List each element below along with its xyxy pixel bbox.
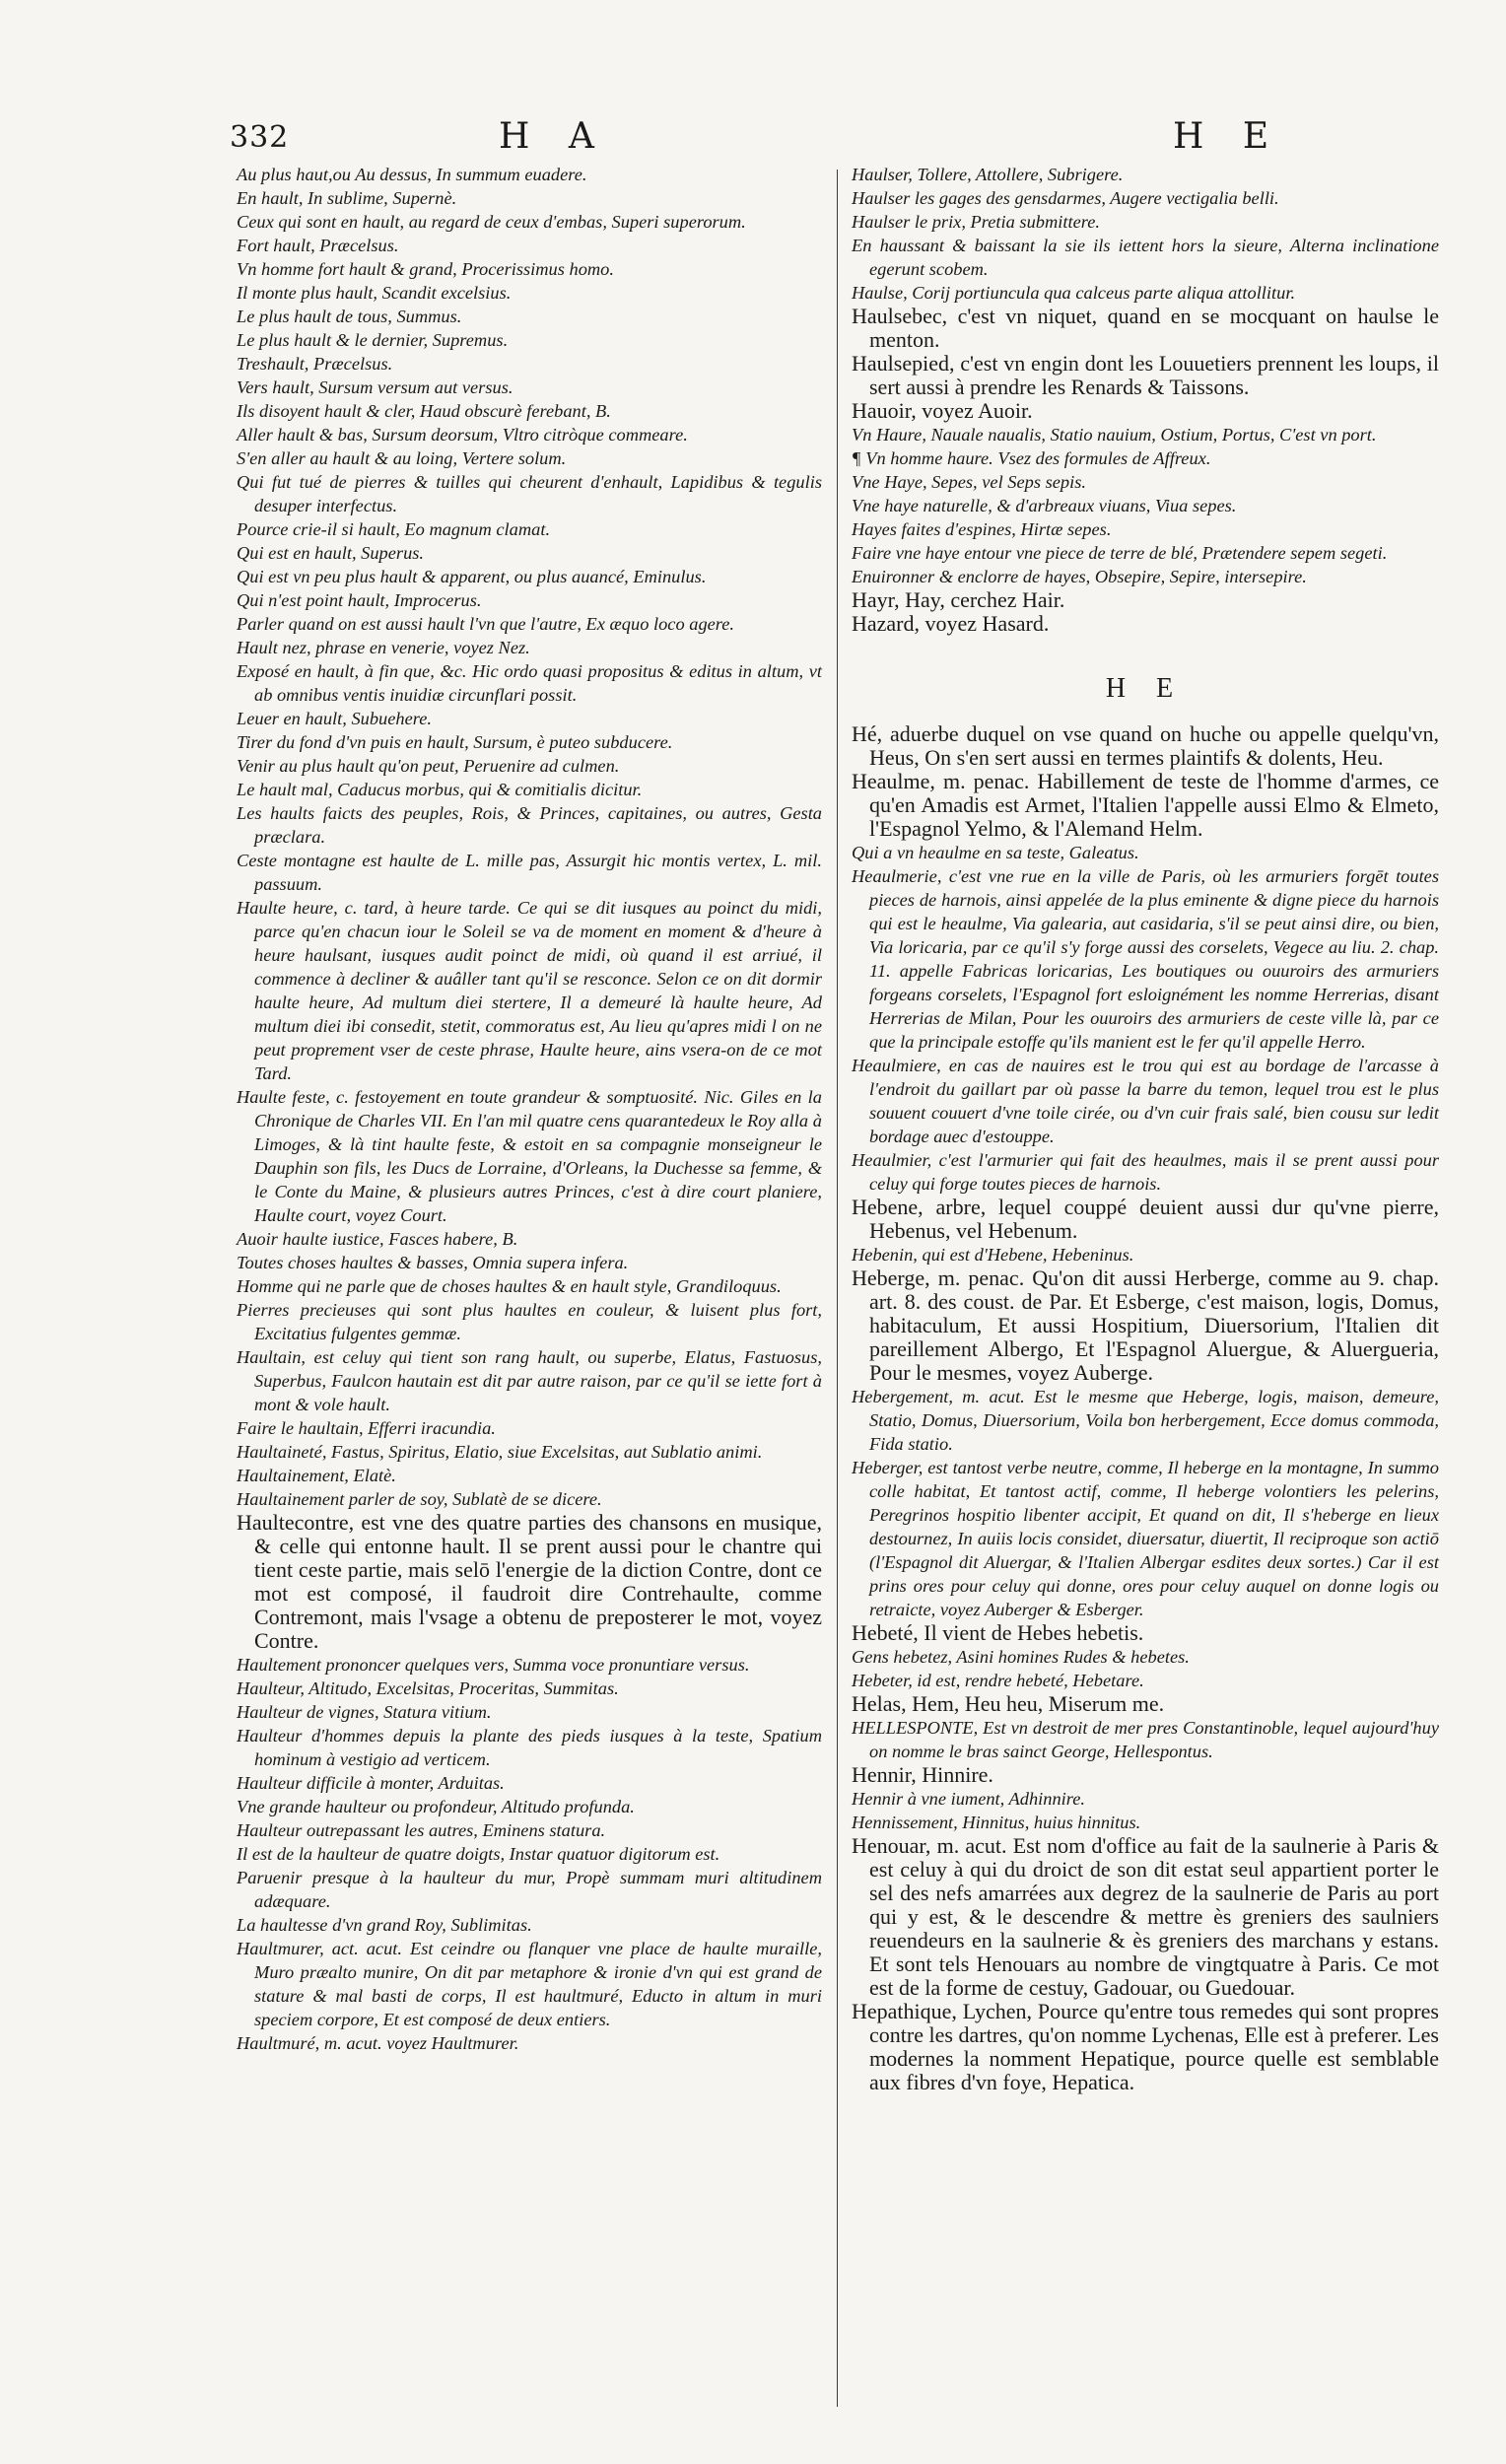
dictionary-entry: Heaulmier, c'est l'armurier qui fait des heaulmes, mais il se prent aussi pour celuy qui forge toutes pieces de harnois.	[852, 1150, 1439, 1194]
dictionary-entry: Haulteur de vignes, Statura vitium.	[237, 1702, 492, 1722]
dictionary-entry: Hebene, arbre, lequel couppé deuient aussi dur qu'vne pierre, Hebenus, vel Hebenum.	[852, 1195, 1439, 1243]
dictionary-entry: Haulsebec, c'est vn niquet, quand en se mocquant on haulse le menton.	[852, 304, 1439, 352]
dictionary-entry: En hault, In sublime, Supernè.	[237, 188, 457, 208]
dictionary-entry: Ils disoyent hault & cler, Haud obscurè ferebant, B.	[237, 401, 611, 421]
dictionary-entry: Ceste montagne est haulte de L. mille pas, Assurgit hic montis vertex, L. mil. passuum.	[237, 851, 822, 894]
right-column	[852, 163, 1439, 2094]
dictionary-entry: Hebergement, m. acut. Est le mesme que Heberge, logis, maison, demeure, Statio, Domus, Diuersorium, Voila bon herbergement, Ecce domus commoda, Fida statio.	[852, 1387, 1439, 1454]
dictionary-entry: Helas, Hem, Heu heu, Miserum me.	[852, 1691, 1165, 1716]
dictionary-entry: Haulteur outrepassant les autres, Eminens statura.	[237, 1820, 606, 1840]
dictionary-entry: Hé, aduerbe duquel on vse quand on huche ou appelle quelqu'vn, Heus, On s'en sert aussi en termes plaintifs & dolents, Heu.	[852, 721, 1439, 770]
dictionary-entry: Haulse, Corij portiuncula qua calceus parte aliqua attollitur.	[852, 283, 1296, 303]
dictionary-entry: Haultmuré, m. acut. voyez Haultmurer.	[237, 2033, 519, 2053]
dictionary-entry: Faire le haultain, Efferri iracundia.	[237, 1418, 496, 1438]
dictionary-entry: S'en aller au hault & au loing, Vertere solum.	[237, 448, 567, 468]
dictionary-entry: La haultesse d'vn grand Roy, Sublimitas.	[237, 1915, 532, 1935]
dictionary-entry: Hebenin, qui est d'Hebene, Hebeninus.	[852, 1245, 1134, 1265]
dictionary-entry: Enuironner & enclorre de hayes, Obsepire, Sepire, intersepire.	[852, 567, 1307, 586]
dictionary-entry: Qui est vn peu plus hault & apparent, ou plus auancé, Eminulus.	[237, 567, 707, 586]
dictionary-entry: Haulser, Tollere, Attollere, Subrigere.	[852, 165, 1124, 184]
dictionary-entry: Vn homme fort hault & grand, Procerissimus homo.	[237, 259, 614, 279]
dictionary-entry: Heberger, est tantost verbe neutre, comme, Il heberge en la montagne, In summo colle habitat, Et tantost actif, comme, Il heberge volontiers les pelerins, Peregrinos hospitio libenter accipit, Et quand on dit, Il s'heberge en lieux destournez, In auiis locis considet, diuersatur, diuertit, Il reciproque son actiō (l'Espagnol dit Aluergar, & l'Italien Albergar esdites deux sortes.) Car il est prins ores pour celuy qui donne, ores pour celuy auquel on donne logis ou retraicte, voyez Auberger & Esberger.	[852, 1458, 1439, 1619]
dictionary-entry: Parler quand on est aussi hault l'vn que l'autre, Ex æquo loco agere.	[237, 614, 735, 634]
section-heading: H E	[1105, 673, 1186, 704]
dictionary-entry: Haulser les gages des gensdarmes, Augere vectigalia belli.	[852, 188, 1279, 208]
dictionary-entry: Tirer du fond d'vn puis en hault, Sursum, è puteo subducere.	[237, 732, 673, 752]
dictionary-entry: Il est de la haulteur de quatre doigts, Instar quatuor digitorum est.	[237, 1844, 720, 1864]
dictionary-entry: Vn Haure, Nauale naualis, Statio nauium, Ostium, Portus, C'est vn port.	[852, 425, 1377, 445]
dictionary-entry: Qui est en hault, Superus.	[237, 543, 425, 563]
dictionary-entry: Haultecontre, est vne des quatre parties des chansons en musique, & celle qui entonne hault. Il se prent aussi pour le chantre qui tient ceste partie, mais selō l'energie de la diction Contre, dont ce mot est composé, il faudroit dire Contrehaulte, comme Contremont, mais l'vsage a obtenu de preposterer le mot, voyez Contre.	[237, 1510, 822, 1653]
right-column-bottom	[852, 722, 1439, 2094]
dictionary-entry: Les haults faicts des peuples, Rois, & Princes, capitaines, ou autres, Gesta præclara.	[237, 803, 822, 847]
running-head-right: H E	[1173, 116, 1283, 157]
dictionary-entry: Ceux qui sont en hault, au regard de ceux d'embas, Superi superorum.	[237, 212, 746, 232]
dictionary-entry: Hennir à vne iument, Adhinnire.	[852, 1789, 1085, 1809]
running-head-left: H A	[499, 116, 608, 157]
dictionary-entry: HELLESPONTE, Est vn destroit de mer pres Constantinoble, lequel aujourd'huy on nomme le bras sainct George, Hellespontus.	[852, 1718, 1439, 1761]
dictionary-entry: Le hault mal, Caducus morbus, qui & comitialis dicitur.	[237, 780, 643, 799]
dictionary-entry: Hayr, Hay, cerchez Hair.	[852, 587, 1065, 612]
dictionary-entry: Pource crie-il si hault, Eo magnum clamat.	[237, 519, 551, 539]
dictionary-entry: Hennissement, Hinnitus, huius hinnitus.	[852, 1813, 1141, 1832]
dictionary-entry: Heaulme, m. penac. Habillement de teste de l'homme d'armes, ce qu'en Amadis est Armet, l'Italien l'appelle aussi Elmo & Elmeto, l'Espagnol Yelmo, & l'Alemand Helm.	[852, 769, 1439, 841]
dictionary-entry: Hennir, Hinnire.	[852, 1762, 993, 1787]
dictionary-entry: Gens hebetez, Asini homines Rudes & hebetes.	[852, 1647, 1190, 1667]
dictionary-entry: Haulteur difficile à monter, Arduitas.	[237, 1773, 505, 1793]
dictionary-entry: Hayes faites d'espines, Hirtæ sepes.	[852, 519, 1112, 539]
dictionary-entry: Haulsepied, c'est vn engin dont les Louuetiers prennent les loups, il sert aussi à prendre les Renards & Taissons.	[852, 351, 1439, 399]
dictionary-entry: Faire vne haye entour vne piece de terre de blé, Prætendere sepem segeti.	[852, 543, 1388, 563]
dictionary-entry: Hebeter, id est, rendre hebeté, Hebetare.	[852, 1671, 1144, 1690]
dictionary-entry: Hauoir, voyez Auoir.	[852, 398, 1033, 423]
dictionary-entry: Qui n'est point hault, Improcerus.	[237, 590, 482, 610]
dictionary-entry: Aller hault & bas, Sursum deorsum, Vltro citròque commeare.	[237, 425, 688, 445]
dictionary-entry: Haulte feste, c. festoyement en toute grandeur & somptuosité. Nic. Giles en la Chronique de Charles VII. En l'an mil quatre cens quarantedeux le Roy alla à Limoges, & là tint haulte feste, & estoit en sa compagnie monseigneur le Dauphin son fils, les Ducs de Lorraine, d'Orleans, la Duchesse sa femme, & le Conte du Maine, & plusieurs autres Princes, c'est à dire court planiere, Haulte court, voyez Court.	[237, 1087, 822, 1225]
dictionary-entry: Venir au plus hault qu'on peut, Peruenire ad culmen.	[237, 756, 620, 776]
dictionary-entry: Haultainement, Elatè.	[237, 1466, 396, 1485]
dictionary-entry: Vne Haye, Sepes, vel Seps sepis.	[852, 472, 1086, 492]
dictionary-entry: Haultain, est celuy qui tient son rang hault, ou superbe, Elatus, Fastuosus, Superbus, Faulcon hautain est dit par autre raison, par ce qu'il se iette fort à mont & vole hault.	[237, 1347, 822, 1414]
dictionary-entry: Haulteur d'hommes depuis la plante des pieds iusques à la teste, Spatium hominum à vestigio ad verticem.	[237, 1726, 822, 1769]
dictionary-entry: ¶ Vn homme haure. Vsez des formules de Affreux.	[852, 448, 1211, 468]
dictionary-entry: Haultainement parler de soy, Sublatè de se dicere.	[237, 1489, 602, 1509]
dictionary-entry: Hebeté, Il vient de Hebes hebetis.	[852, 1620, 1144, 1645]
dictionary-entry: Hepathique, Lychen, Pource qu'entre tous remedes qui sont propres contre les dartres, qu'on nomme Lychenas, Elle est à preferer. Les modernes la nomment Hepatique, pource quelle est semblable aux fibres d'vn foye, Hepatica.	[852, 1999, 1439, 2094]
dictionary-entry: Haulte heure, c. tard, à heure tarde. Ce qui se dit iusques au poinct du midi, parce qu'en chacun iour le Soleil se va de moment en moment & d'heure à heure haulsant, iusques audit poinct de midi, où quand il est arriué, il commence à decliner & auâller tant qu'il se resconce. Selon ce on dit dormir haulte heure, Ad multum diei stertere, Il a demeuré là haulte heure, Ad multum diei ibi consedit, stetit, commoratus est, Au lieu qu'apres midi l on ne peut proprement vser de ceste phrase, Haulte heure, ains vsera-on de ce mot Tard.	[237, 898, 822, 1083]
dictionary-entry: Au plus haut,ou Au dessus, In summum euadere.	[237, 165, 587, 184]
dictionary-entry: Haultmurer, act. acut. Est ceindre ou flanquer vne place de haulte muraille, Muro præalto munire, On dit par metaphore & ironie d'vn qui est grand de stature & mal basti de corps, Il est haultmuré, Educto in altum in muri speciem corpore, Et est composé de deux entiers.	[237, 1939, 822, 2029]
dictionary-entry: Il monte plus hault, Scandit excelsius.	[237, 283, 512, 303]
dictionary-entry: Le plus hault & le dernier, Supremus.	[237, 330, 509, 350]
dictionary-entry: Fort hault, Præcelsus.	[237, 236, 399, 255]
dictionary-entry: Exposé en hault, à fin que, &c. Hic ordo quasi propositus & editus in altum, vt ab omnibus ventis inuidiæ circunflari possit.	[237, 661, 822, 705]
dictionary-entry: Leuer en hault, Subuehere.	[237, 709, 432, 728]
dictionary-entry: Haultement prononcer quelques vers, Summa voce pronuntiare versus.	[237, 1655, 750, 1675]
page-header	[0, 116, 1506, 166]
dictionary-entry: Vne grande haulteur ou profondeur, Altitudo profunda.	[237, 1797, 635, 1816]
dictionary-entry: Heberge, m. penac. Qu'on dit aussi Herberge, comme au 9. chap. art. 8. des coust. de Par. Et Esberge, c'est maison, logis, Domus, habitaculum, Et aussi Hospitium, Diuersorium, l'Italien dit pareillement Albergo, Et l'Espagnol Aluergue, & Aluergueria, Pour le mesmes, voyez Auberge.	[852, 1266, 1439, 1385]
dictionary-entry: Vne haye naturelle, & d'arbreaux viuans, Viua sepes.	[852, 496, 1237, 515]
dictionary-entry: Vers hault, Sursum versum aut versus.	[237, 377, 513, 397]
dictionary-entry: Hazard, voyez Hasard.	[852, 611, 1050, 636]
column-divider	[837, 170, 838, 2407]
dictionary-entry: Heaulmerie, c'est vne rue en la ville de Paris, où les armuriers forgēt toutes pieces de harnois, ainsi appelée de la plus eminente & digne piece du harnois qui est le heaulme, Via galearia, aut casidaria, s'il se peut ainsi dire, ou bien, Via loricaria, par ce qu'il s'y forge aussi des corselets, Vegece au liu. 2. chap. 11. appelle Fabricas loricarias, Les boutiques ou ouuroirs des armuriers forgeans corselets, l'Espagnol fort esloignément les nomme Herrerias, disant Herrerias de Milan, Pour les ouuroirs des armuriers de ceste ville là, par ce que la principale estoffe qu'ils manient est le fer qu'il appelle Herro.	[852, 866, 1439, 1052]
page-number: 332	[230, 120, 290, 155]
dictionary-entry: Heaulmiere, en cas de nauires est le trou qui est au bordage de l'arcasse à l'endroit du gaillart par où passe la barre du temon, lequel trou est le plus souuent couuert d'vne toile cirée, ou d'vn cuir frais salé, bien cousu sur ledit bordage auec d'estouppe.	[852, 1056, 1439, 1146]
dictionary-entry: Treshault, Præcelsus.	[237, 354, 393, 374]
dictionary-entry: Haulteur, Altitudo, Excelsitas, Proceritas, Summitas.	[237, 1678, 619, 1698]
dictionary-entry: Qui fut tué de pierres & tuilles qui cheurent d'enhault, Lapidibus & tegulis desuper interfectus.	[237, 472, 822, 515]
left-column	[237, 163, 822, 2055]
right-column-top	[852, 163, 1439, 636]
dictionary-entry: Haultaineté, Fastus, Spiritus, Elatio, siue Excelsitas, aut Sublatio animi.	[237, 1442, 763, 1462]
dictionary-entry: Auoir haulte iustice, Fasces habere, B.	[237, 1229, 518, 1249]
dictionary-entry: Qui a vn heaulme en sa teste, Galeatus.	[852, 843, 1139, 862]
dictionary-entry: Toutes choses haultes & basses, Omnia supera infera.	[237, 1253, 629, 1272]
dictionary-entry: Homme qui ne parle que de choses haultes & en hault style, Grandiloquus.	[237, 1276, 782, 1296]
dictionary-entry: Henouar, m. acut. Est nom d'office au fait de la saulnerie à Paris & est celuy à qui du droict de son dit estat seul appartient porter le sel des nefs amarrées aux degrez de la saulnerie de Paris au port qui y est, & le descendre & mettre ès greniers des saulniers reuendeurs en la saulnerie & ès greniers des marchans y estans. Et sont tels Henouars au nombre de vingtquatre à Paris. Ce mot est de la forme de cestuy, Gadouar, ou Guedouar.	[852, 1833, 1439, 2000]
dictionary-entry: En haussant & baissant la sie ils iettent hors la sieure, Alterna inclinatione egerunt scobem.	[852, 236, 1439, 279]
dictionary-entry: Hault nez, phrase en venerie, voyez Nez.	[237, 638, 530, 657]
dictionary-entry: Pierres precieuses qui sont plus haultes en couleur, & luisent plus fort, Excitatius fulgentes gemmæ.	[237, 1300, 822, 1343]
dictionary-entry: Haulser le prix, Pretia submittere.	[852, 212, 1100, 232]
dictionary-entry: Le plus hault de tous, Summus.	[237, 307, 462, 326]
dictionary-entry: Paruenir presque à la haulteur du mur, Propè summam muri altitudinem adæquare.	[237, 1868, 822, 1911]
